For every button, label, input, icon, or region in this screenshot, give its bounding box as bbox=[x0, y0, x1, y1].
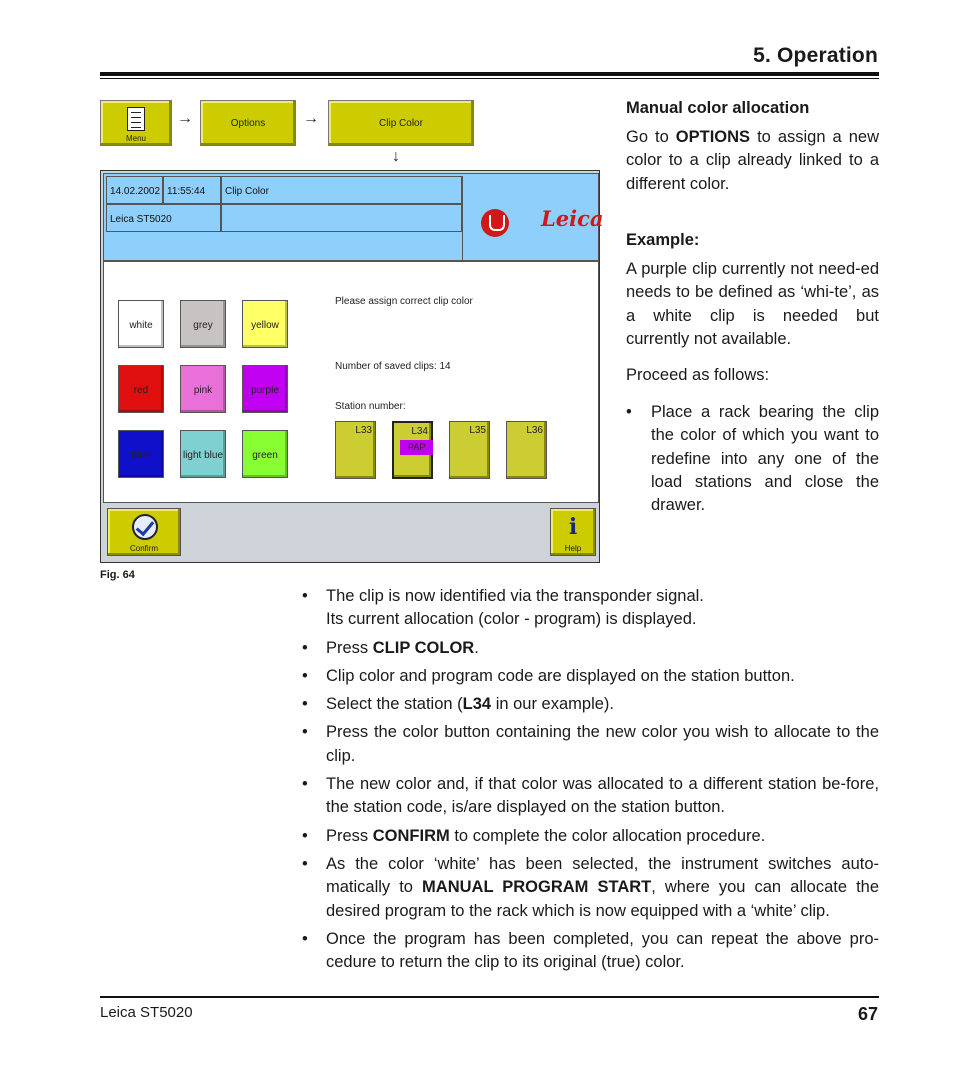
right-arrow-icon: → bbox=[303, 110, 319, 127]
saved-clips-count: Number of saved clips: 14 bbox=[335, 361, 451, 372]
figure-caption: Fig. 64 bbox=[100, 569, 135, 581]
checkmark-icon bbox=[132, 514, 158, 540]
notepad-icon bbox=[127, 107, 145, 131]
color-button-light-blue[interactable]: light blue bbox=[180, 430, 226, 478]
color-button-purple[interactable]: purple bbox=[242, 365, 288, 413]
color-button-blue[interactable]: blue bbox=[118, 430, 164, 478]
list-item: • As the color ‘white’ has been selected, the instrument switches auto-matically to MANUAL PROGRAM START, where you can allocate the desired program to the rack which is now equipped with a ‘white’ clip. bbox=[302, 854, 880, 920]
down-arrow-icon: ↓ bbox=[392, 148, 400, 165]
list-item: • Place a rack bearing the clip the color of which you want to redefine into any one of the load stations and close the drawer. bbox=[626, 403, 879, 515]
leica-wordmark: Leica bbox=[541, 206, 604, 231]
list-item: • Select the station (L34 in our example). bbox=[302, 695, 614, 714]
help-label: Help bbox=[564, 544, 582, 553]
empty-field bbox=[221, 204, 462, 232]
proceed-text: Proceed as follows: bbox=[626, 366, 770, 384]
options-button[interactable] bbox=[200, 100, 296, 146]
example-paragraph: A purple clip currently not need-ed needs to be defined as ‘whi-te’, as a white clip is needed but currently not available. bbox=[626, 260, 879, 348]
color-button-pink[interactable]: pink bbox=[180, 365, 226, 413]
station-button-l34[interactable] bbox=[392, 421, 433, 479]
right-arrow-icon: → bbox=[177, 110, 193, 127]
color-button-red[interactable]: red bbox=[118, 365, 164, 413]
info-icon: i bbox=[568, 514, 578, 540]
list-item: • Press CLIP COLOR. bbox=[302, 638, 479, 657]
instrument-name: Leica ST5020 bbox=[106, 204, 221, 232]
station-code: L36 bbox=[526, 425, 543, 436]
section-heading: Manual color allocation bbox=[626, 99, 810, 117]
station-code: L33 bbox=[355, 425, 372, 436]
list-item: • Once the program has been completed, you can repeat the above pro-cedure to return the clip to its original (true) color. bbox=[302, 929, 879, 972]
station-code: L34 bbox=[411, 426, 428, 437]
leica-logo bbox=[462, 176, 604, 260]
color-button-white[interactable]: white bbox=[118, 300, 164, 348]
color-button-yellow[interactable]: yellow bbox=[242, 300, 288, 348]
clip-color-button[interactable] bbox=[328, 100, 474, 146]
header-rule-thin bbox=[100, 78, 879, 79]
screen-title: Clip Color bbox=[221, 176, 462, 204]
color-button-grey[interactable]: grey bbox=[180, 300, 226, 348]
leica-emblem-icon bbox=[481, 209, 509, 237]
intro-paragraph: Go to OPTIONS to assign a new color to a clip already linked to a different color. bbox=[626, 128, 879, 193]
confirm-label: Confirm bbox=[129, 544, 158, 553]
list-item: • Press the color button containing the new color you wish to allocate to the clip. bbox=[302, 723, 879, 765]
procedure-steps bbox=[302, 585, 879, 979]
list-item: • The new color and, if that color was allocated to a different station be-fore, the station code, is/are displayed on the station button. bbox=[302, 775, 879, 817]
clip-color-panel bbox=[103, 261, 599, 503]
color-button-green[interactable]: green bbox=[242, 430, 288, 478]
confirm-button[interactable] bbox=[107, 508, 181, 556]
station-button-l35[interactable] bbox=[449, 421, 490, 479]
instruction-text: Please assign correct clip color bbox=[335, 296, 473, 307]
footer-product: Leica ST5020 bbox=[100, 1004, 193, 1021]
options-button-label: Options bbox=[230, 118, 266, 129]
page-number: 67 bbox=[857, 1004, 878, 1024]
help-button[interactable] bbox=[550, 508, 596, 556]
station-number-label: Station number: bbox=[335, 401, 406, 412]
station-button-l33[interactable] bbox=[335, 421, 376, 479]
example-heading: Example: bbox=[626, 231, 700, 249]
footer-rule bbox=[100, 996, 879, 998]
station-button-l36[interactable] bbox=[506, 421, 547, 479]
program-tag: PAP bbox=[400, 440, 433, 455]
station-code: L35 bbox=[469, 425, 486, 436]
date-field: 14.02.2002 bbox=[106, 176, 163, 204]
list-item: • Clip color and program code are displayed on the station button. bbox=[302, 666, 795, 685]
header-rule bbox=[100, 72, 879, 76]
clip-color-screen bbox=[100, 170, 604, 563]
time-field: 11:55:44 bbox=[163, 176, 221, 204]
list-item: • Press CONFIRM to complete the color allocation procedure. bbox=[302, 826, 766, 845]
list-item: • The clip is now identified via the transponder signal. Its current allocation (color - program) is displayed. bbox=[302, 587, 704, 629]
menu-button-label: Menu bbox=[125, 134, 146, 143]
menu-button[interactable] bbox=[100, 100, 172, 146]
section-title: 5. Operation bbox=[753, 44, 878, 67]
status-header bbox=[103, 173, 604, 261]
action-bar bbox=[103, 505, 599, 562]
clip-color-button-label: Clip Color bbox=[379, 118, 423, 129]
